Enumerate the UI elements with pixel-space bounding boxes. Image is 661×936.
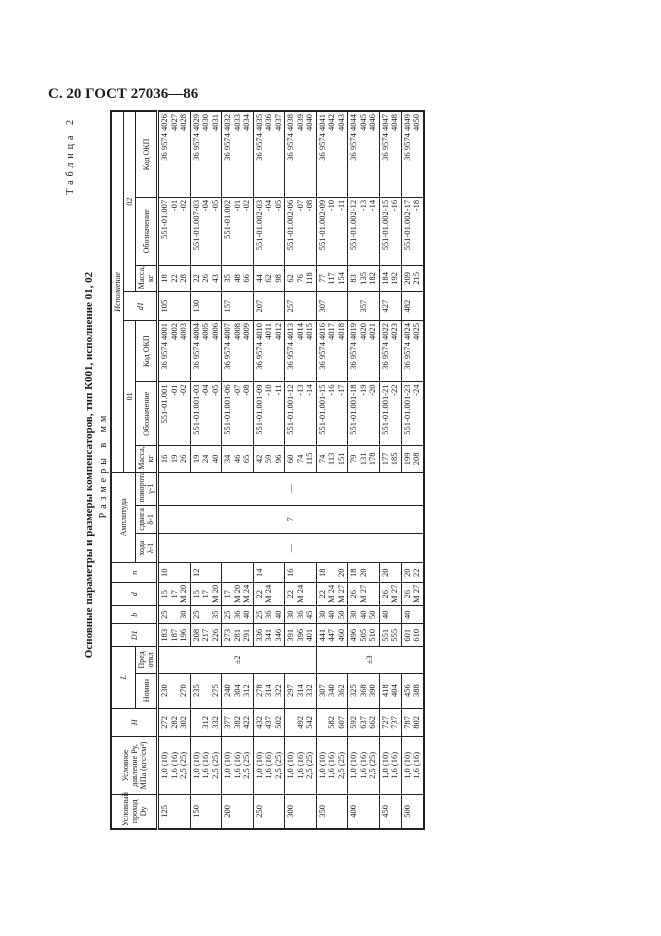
cell-m2: 18 22 28	[158, 265, 191, 292]
cell-b: 30 36 45	[285, 605, 317, 623]
cell-L: 307 340 362	[316, 673, 348, 708]
cell-py: 1,0 (10) 1,6 (16) 2,5 (25)	[285, 737, 317, 794]
cell-H: 787 802	[401, 708, 424, 737]
cell-d1: 307	[316, 292, 348, 321]
table-row	[253, 111, 285, 829]
table-body	[158, 111, 424, 829]
parameters-table	[110, 110, 425, 830]
cell-n	[222, 562, 254, 583]
cell-b: 25 36 40	[253, 605, 285, 623]
table-row	[158, 111, 191, 829]
header-designation-01: Обозначение	[136, 382, 158, 446]
cell-D1: 601 610	[401, 624, 424, 647]
cell-d1: 207	[253, 292, 285, 321]
page-header: С. 20 ГОСТ 27036—86	[48, 86, 199, 102]
cell-d: 26 М 27	[401, 583, 424, 606]
cell-okp2: 36 9574 4041 4042 4043	[316, 111, 348, 197]
cell-okp2: 36 9574 4038 4039 4040	[285, 111, 317, 197]
cell-py: 1,0 (10) 1,6 (16) 2,5 (25)	[348, 737, 380, 794]
header-ex02: 02	[124, 111, 136, 292]
cell-l-tolerance: ±3	[316, 646, 424, 673]
table-row	[316, 111, 348, 829]
cell-m2: 35 48 66	[222, 265, 254, 292]
cell-des2: 551-01.002-06 -07 -08	[285, 197, 317, 265]
table-row	[348, 111, 380, 829]
units-note: Размеры в мм	[98, 411, 109, 519]
cell-d: 26 М 27	[348, 583, 380, 606]
cell-des1: 551-01.001-06 -07 -08	[222, 382, 254, 446]
cell-okp2: 36 9574 4035 4036 4037	[253, 111, 285, 197]
cell-okp1: 36 9574 4013 4014 4015	[285, 320, 317, 382]
header-b: b	[111, 605, 158, 623]
header-amp-turn: поворота γ-1	[136, 472, 158, 505]
table-row	[222, 111, 254, 829]
cell-L: 235 275	[190, 673, 222, 708]
cell-des1: 551-01.001-12 -13 -14	[285, 382, 317, 446]
cell-H: 592 637 662	[348, 708, 380, 737]
cell-b: 30 40 50	[316, 605, 348, 623]
cell-des2: 551-01.002-17 -18	[401, 197, 424, 265]
cell-L: 240 304 312	[222, 673, 254, 708]
cell-des2: 551-01.007 -01 -02	[158, 197, 191, 265]
cell-py: 1,0 (10) 1,6 (16) 2,5 (25)	[253, 737, 285, 794]
cell-des1: 551-01.001-23 -24	[401, 382, 424, 446]
cell-d1: 105	[158, 292, 191, 321]
header-designation-02: Обозначение	[136, 197, 158, 265]
header-ex01: 01	[124, 320, 136, 472]
header-l: L	[111, 646, 136, 708]
cell-d: 15 17 М 20	[158, 583, 191, 606]
header-d1: d1	[124, 292, 158, 321]
cell-okp1: 36 9574 4016 4017 4018	[316, 320, 348, 382]
cell-m1: 60 74 115	[285, 446, 317, 473]
cell-des1: 551-01.001-03 -04 -05	[190, 382, 222, 446]
cell-okp2: 36 9574 4047 4048	[379, 111, 401, 197]
table-title: Основные параметры и размеры компенсаторов, тип К001, исполнение 01, 02	[83, 271, 95, 659]
cell-py: 1,0 (10) 1,6 (16) 2,5 (25)	[316, 737, 348, 794]
cell-dy: 200	[222, 794, 254, 829]
header-okp-02: Код ОКП	[136, 111, 158, 197]
cell-d1: 482	[401, 292, 424, 321]
cell-des2: 551-01.007-03 -04 -05	[190, 197, 222, 265]
cell-dy: 250	[253, 794, 285, 829]
cell-b: 30 40 50	[348, 605, 380, 623]
cell-dy: 150	[190, 794, 222, 829]
table-row	[379, 111, 401, 829]
cell-L: 325 368 390	[348, 673, 380, 708]
cell-m1: 34 46 65	[222, 446, 254, 473]
cell-d1: 257	[285, 292, 317, 321]
header-h: H	[111, 708, 158, 737]
cell-H: 727 737	[379, 708, 401, 737]
cell-D1: 336 341 346	[253, 624, 285, 647]
cell-amplitude: —	[158, 534, 424, 563]
cell-d: 22 М 24	[285, 583, 317, 606]
cell-L: 418 404	[379, 673, 401, 708]
cell-D1: 551 555	[379, 624, 401, 647]
cell-b: 40	[401, 605, 424, 623]
cell-amplitude: 7	[158, 505, 424, 534]
cell-D1: 391 396 401	[285, 624, 317, 647]
cell-m1: 42 59 96	[253, 446, 285, 473]
cell-py: 1,0 (10) 1,6 (16)	[379, 737, 401, 794]
cell-py: 1,0 (10) 1,6 (16) 2,5 (25)	[158, 737, 191, 794]
cell-H: 272 282 302	[158, 708, 191, 737]
cell-dy: 300	[285, 794, 317, 829]
cell-n: 14	[253, 562, 285, 583]
cell-okp2: 36 9574 4049 4050	[401, 111, 424, 197]
cell-b: 25 36 40	[222, 605, 254, 623]
cell-m1: 19 24 40	[190, 446, 222, 473]
cell-des2: 551-01.002 -01 -02	[222, 197, 254, 265]
cell-des1: 551-01.001 -01 -02	[158, 382, 191, 446]
cell-des1: 551-01.001-09 -10 -11	[253, 382, 285, 446]
cell-m1: 74 113 151	[316, 446, 348, 473]
cell-b: 25 30	[158, 605, 191, 623]
cell-d: 17 М 20 М 24	[222, 583, 254, 606]
header-execution: Исполнение	[111, 111, 124, 472]
cell-D1: 273 281 291	[222, 624, 254, 647]
cell-des2: 551-01.002-09 -10 -11	[316, 197, 348, 265]
cell-H: 377 382 422	[222, 708, 254, 737]
cell-m1: 177 185	[379, 446, 401, 473]
cell-L: 456 388	[401, 673, 424, 708]
cell-m2: 62 76 118	[285, 265, 317, 292]
cell-D1: 496 505 510	[348, 624, 380, 647]
cell-dy: 450	[379, 794, 401, 829]
cell-m2: 83 135 182	[348, 265, 380, 292]
cell-des2: 551-01.002-12 -13 -14	[348, 197, 380, 265]
cell-n: 20	[379, 562, 401, 583]
cell-des2: 551-01.002-15 -16	[379, 197, 401, 265]
cell-okp1: 36 9574 4019 4020 4021	[348, 320, 380, 382]
header-amplitude: Амплитуда	[111, 472, 136, 562]
cell-D1: 183 187 196	[158, 624, 191, 647]
header-d: d	[111, 583, 158, 606]
cell-okp1: 36 9574 4022 4023	[379, 320, 401, 382]
table-header	[111, 111, 158, 829]
cell-n: 18 20	[348, 562, 380, 583]
cell-des1: 551-01.001-21 -22	[379, 382, 401, 446]
cell-d: 26 М 27	[379, 583, 401, 606]
cell-des1: 551-01.001-18 -19 -20	[348, 382, 380, 446]
cell-L: 230 270	[158, 673, 191, 708]
cell-d1: 427	[379, 292, 401, 321]
cell-m2: 77 117 154	[316, 265, 348, 292]
cell-okp2: 36 9574 4029 4030 4031	[190, 111, 222, 197]
cell-okp2: 36 9574 4044 4045 4046	[348, 111, 380, 197]
cell-H: 432 437 502	[253, 708, 285, 737]
cell-okp1: 36 9574 4001 4002 4003	[158, 320, 191, 382]
cell-H: 312 332	[190, 708, 222, 737]
cell-amplitude: —	[158, 472, 424, 505]
cell-okp1: 36 9574 4007 4008 4009	[222, 320, 254, 382]
cell-n: 20 22	[401, 562, 424, 583]
table-row	[401, 111, 424, 829]
header-amp-shift: сдвига δ-1	[136, 505, 158, 534]
cell-m1: 79 131 178	[348, 446, 380, 473]
cell-m1: 16 19 26	[158, 446, 191, 473]
cell-okp1: 36 9574 4010 4011 4012	[253, 320, 285, 382]
cell-dy: 500	[401, 794, 424, 829]
cell-n: 10	[158, 562, 191, 583]
cell-d1: 157	[222, 292, 254, 321]
table-row	[285, 111, 317, 829]
table-row	[190, 111, 222, 829]
cell-dy: 125	[158, 794, 191, 829]
header-okp-01: Код ОКП	[136, 320, 158, 382]
cell-des2: 551-01.002-03 -04 -05	[253, 197, 285, 265]
cell-L: 278 314 322	[253, 673, 285, 708]
cell-okp2: 36 9574 4026 4027 4028	[158, 111, 191, 197]
cell-d: 22 М 24	[253, 583, 285, 606]
rotated-table-block	[65, 100, 605, 830]
cell-py: 1,0 (10) 1,6 (16) 2,5 (25)	[222, 737, 254, 794]
table-label: Таблица 2	[65, 116, 76, 195]
cell-n: 12	[190, 562, 222, 583]
cell-b: 25 35	[190, 605, 222, 623]
header-d1-flange: D1	[111, 624, 158, 647]
cell-m2: 44 62 98	[253, 265, 285, 292]
cell-dy: 350	[316, 794, 348, 829]
header-mass-02: Масса, кг	[136, 265, 158, 292]
cell-okp1: 36 9574 4024 4025	[401, 320, 424, 382]
header-n: n	[111, 562, 158, 583]
cell-L: 297 314 332	[285, 673, 317, 708]
cell-okp1: 36 9574 4004 4005 4006	[190, 320, 222, 382]
cell-okp2: 36 9574 4032 4033 4034	[222, 111, 254, 197]
cell-d1: 357	[348, 292, 380, 321]
cell-py: 1,0 (10) 1,6 (16) 2,5 (25)	[190, 737, 222, 794]
cell-m2: 184 192	[379, 265, 401, 292]
cell-d: 15 17 М 20	[190, 583, 222, 606]
cell-py: 1,0 (10) 1,6 (16)	[401, 737, 424, 794]
cell-m1: 199 208	[401, 446, 424, 473]
header-l-nom: Номин	[136, 673, 158, 708]
header-dy: Условный проход Dу	[111, 794, 158, 829]
cell-n: 18 20	[316, 562, 348, 583]
header-amp-stroke: хода λ-1	[136, 534, 158, 563]
cell-D1: 441 447 460	[316, 624, 348, 647]
cell-d1: 130	[190, 292, 222, 321]
header-l-dev: Пред откл	[136, 646, 158, 673]
cell-dy: 400	[348, 794, 380, 829]
header-py: Условное давление Pу, МПа (кгс/см²)	[111, 737, 158, 794]
cell-b: 40	[379, 605, 401, 623]
cell-l-tolerance: ±2	[158, 646, 317, 673]
cell-H: 492 542	[285, 708, 317, 737]
cell-des1: 551-01.001-15 -16 -17	[316, 382, 348, 446]
header-mass-01: Масса, кг	[136, 446, 158, 473]
cell-d: 22 М 24 М 27	[316, 583, 348, 606]
cell-n: 16	[285, 562, 317, 583]
cell-m2: 22 26 43	[190, 265, 222, 292]
cell-H: 582 607	[316, 708, 348, 737]
cell-D1: 208 217 226	[190, 624, 222, 647]
cell-m2: 209 215	[401, 265, 424, 292]
